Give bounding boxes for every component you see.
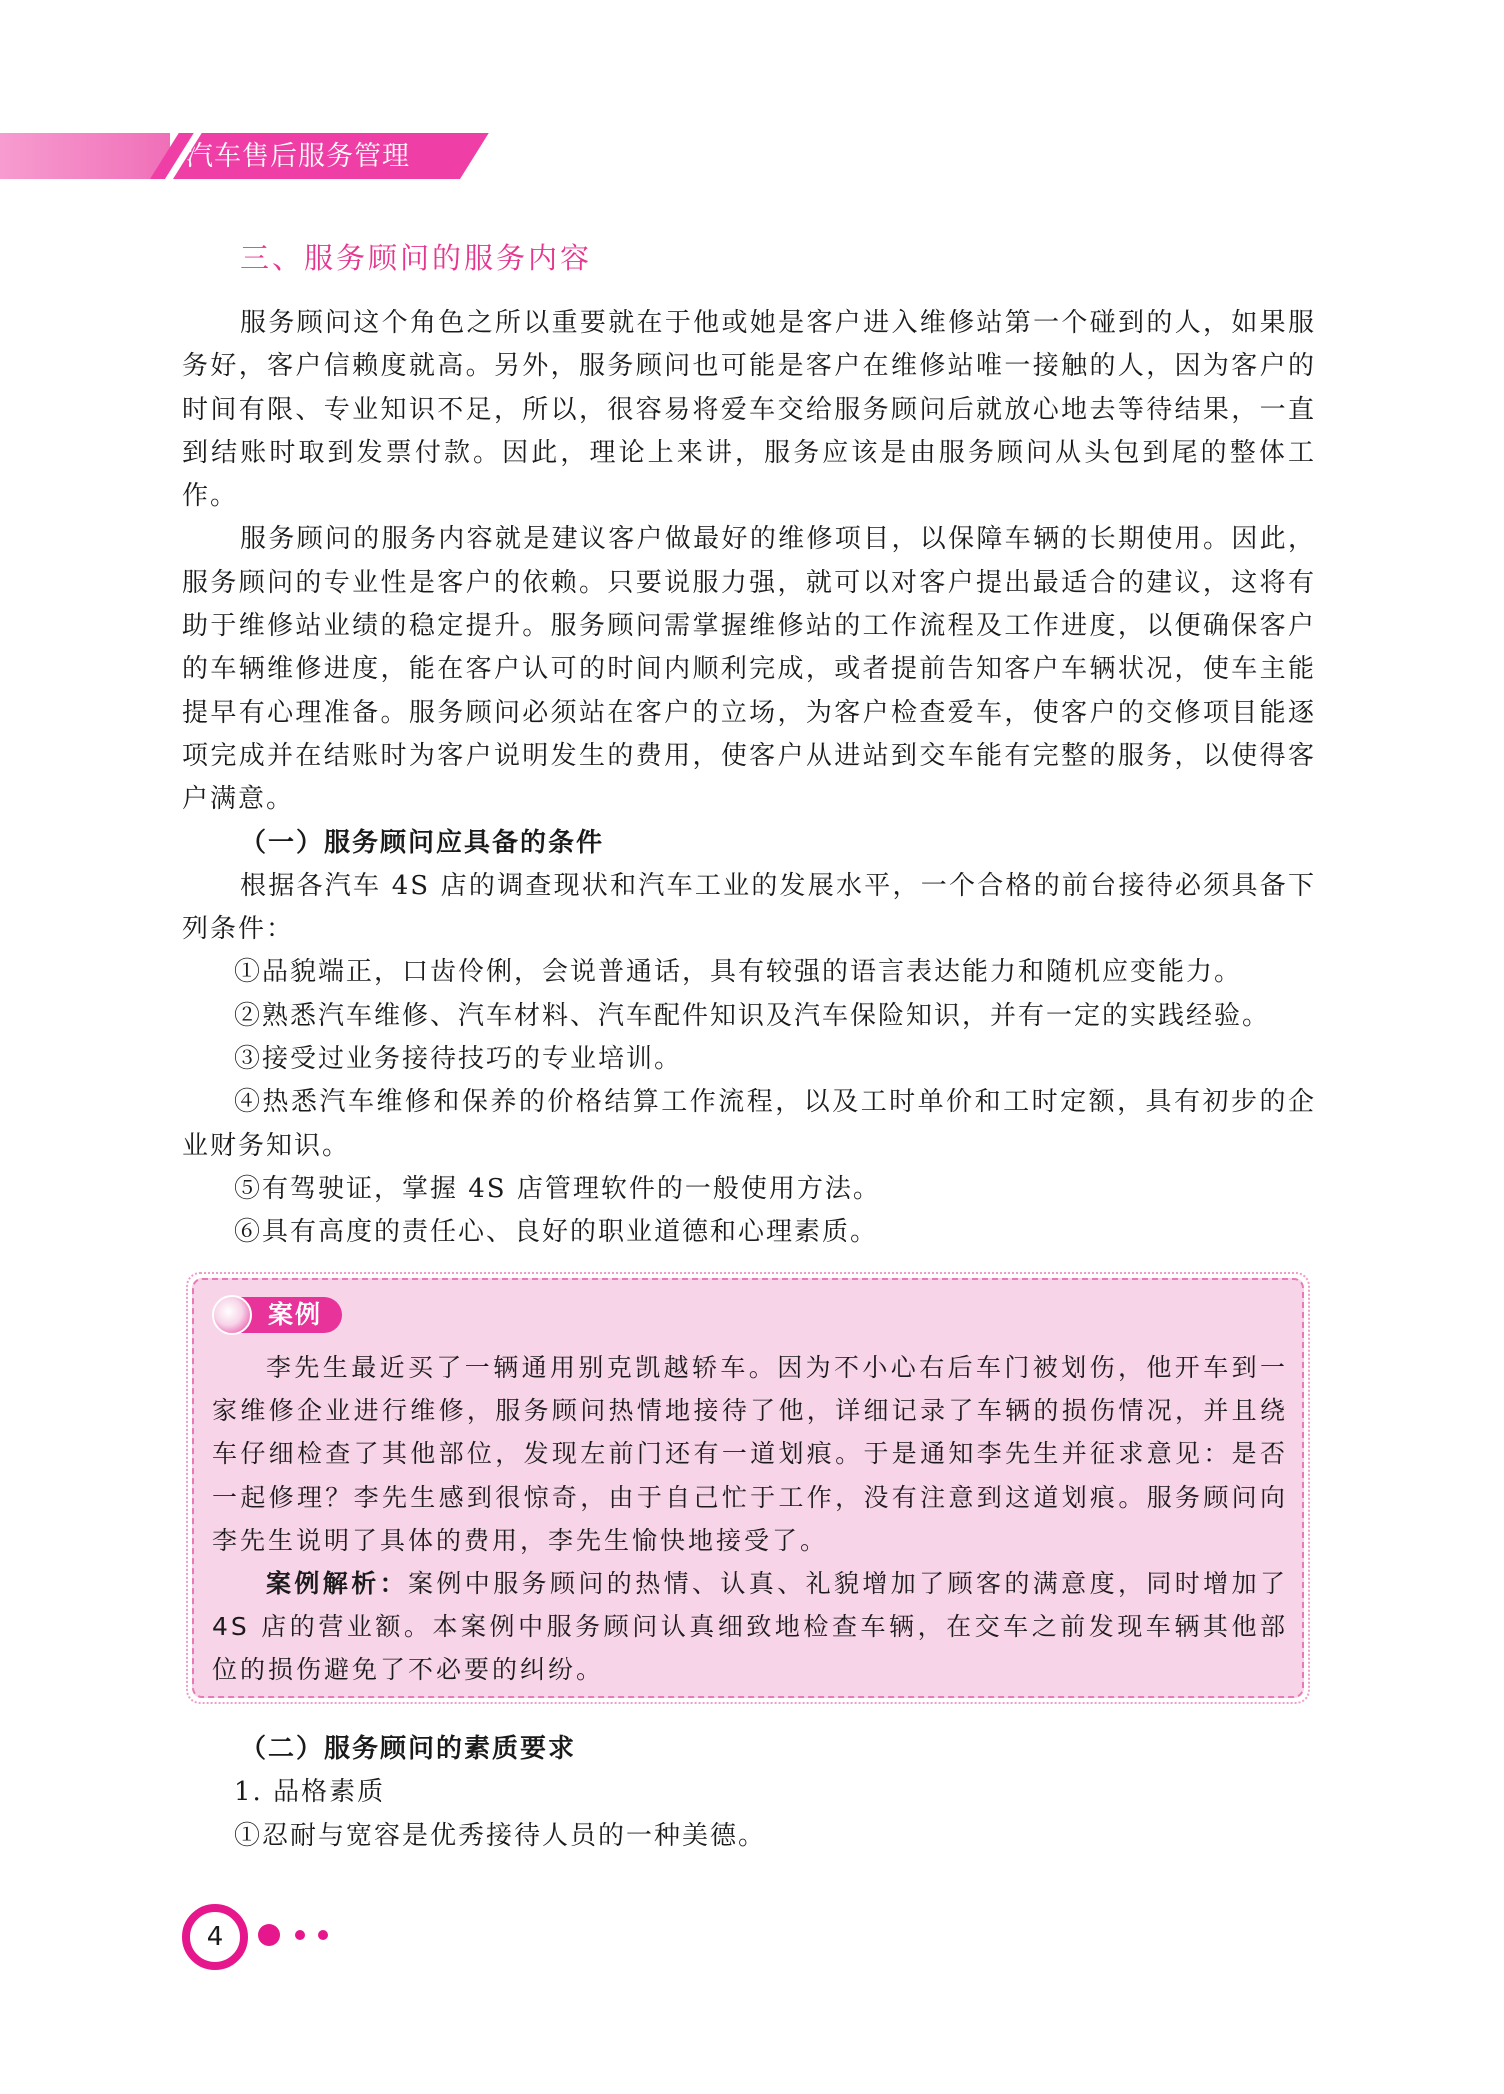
case-analysis-label: 案例解析： xyxy=(266,1569,408,1599)
dot-decoration xyxy=(295,1930,305,1940)
case-story: 李先生最近买了一辆通用别克凯越轿车。因为不小心右后车门被划伤，他开车到一家维修企业进行维修，服务顾问热情地接待了他，详细记录了车辆的损伤情况，并且绕车仔细检查了其他部位，发现左前门还有一道划痕。于是通知李先生并征求意见：是否一起修理？李先生感到很惊奇，由于自己忙于工作，没有注意到这道划痕。服务顾问向李先生说明了具体的费用，李先生愉快地接受了。 xyxy=(212,1353,1288,1555)
list-item: ②熟悉汽车维修、汽车材料、汽车配件知识及汽车保险知识，并有一定的实践经验。 xyxy=(234,1000,1271,1031)
page-number: 4 xyxy=(182,1904,248,1970)
paragraph: 服务顾问的服务内容就是建议客户做最好的维修项目，以保障车辆的长期使用。因此，服务顾问的专业性是客户的依赖。只要说服力强，就可以对客户提出最适合的建议，这将有助于维修站业绩的稳定提升。服务顾问需掌握维修站的工作流程及工作进度，以便确保客户的车辆维修进度，能在客户认可的时间内顺利完成，或者提前告知客户车辆状况，使车主能提早有心理准备。服务顾问必须站在客户的立场，为客户检查爱车，使客户的交修项目能逐项完成并在结账时为客户说明发生的费用，使客户从进站到交车能有完整的服务，以使得客户满意。 xyxy=(182,524,1316,815)
body-text-1 xyxy=(182,302,1316,1255)
case-label xyxy=(212,1295,342,1335)
case-analysis-body: 案例中服务顾问的热情、认真、礼貌增加了顾客的满意度，同时增加了 4S 店的营业额。本案例中服务顾问认真细致地检查车辆，在交车之前发现车辆其他部位的损伤避免了不必要的纠纷。 xyxy=(212,1569,1288,1685)
list-item: ④热悉汽车维修和保养的价格结算工作流程，以及工时单价和工时定额，具有初步的企业财务知识。 xyxy=(182,1087,1316,1161)
list-item: ①品貌端正，口齿伶俐，会说普通话，具有较强的语言表达能力和随机应变能力。 xyxy=(234,957,1243,988)
body-text-2 xyxy=(182,1728,1316,1858)
case-text xyxy=(212,1346,1288,1692)
case-label-circle-icon xyxy=(212,1295,252,1335)
book-title: 汽车售后服务管理 xyxy=(186,141,410,172)
paragraph: 根据各汽车 4S 店的调查现状和汽车工业的发展水平，一个合格的前台接待必须具备下列条件： xyxy=(182,870,1316,945)
dot-decoration xyxy=(318,1930,328,1940)
dot-decoration xyxy=(258,1924,280,1946)
subsection-title-1: （一）服务顾问应具备的条件 xyxy=(240,827,605,858)
list-item: ⑤有驾驶证，掌握 4S 店管理软件的一般使用方法。 xyxy=(234,1173,881,1204)
paragraph: 服务顾问这个角色之所以重要就在于他或她是客户进入维修站第一个碰到的人，如果服务好，客户信赖度就高。另外，服务顾问也可能是客户在维修站唯一接触的人，因为客户的时间有限、专业知识不足，所以，很容易将爱车交给服务顾问后就放心地去等待结果，一直到结账时取到发票付款。因此，理论上来讲，服务应该是由服务顾问从头包到尾的整体工作。 xyxy=(182,308,1316,512)
list-item: ⑥具有高度的责任心、良好的职业道德和心理素质。 xyxy=(234,1217,879,1248)
list-item: ③接受过业务接待技巧的专业培训。 xyxy=(234,1044,683,1075)
header-band-left xyxy=(0,133,170,179)
point-heading: 1. 品格素质 xyxy=(234,1777,386,1808)
case-label-text: 案例 xyxy=(268,1300,323,1329)
section-title: 三、服务顾问的服务内容 xyxy=(240,241,593,275)
list-item: ①忍耐与宽容是优秀接待人员的一种美德。 xyxy=(234,1820,767,1851)
case-analysis xyxy=(212,1562,1288,1692)
subsection-title-2: （二）服务顾问的素质要求 xyxy=(240,1734,577,1764)
